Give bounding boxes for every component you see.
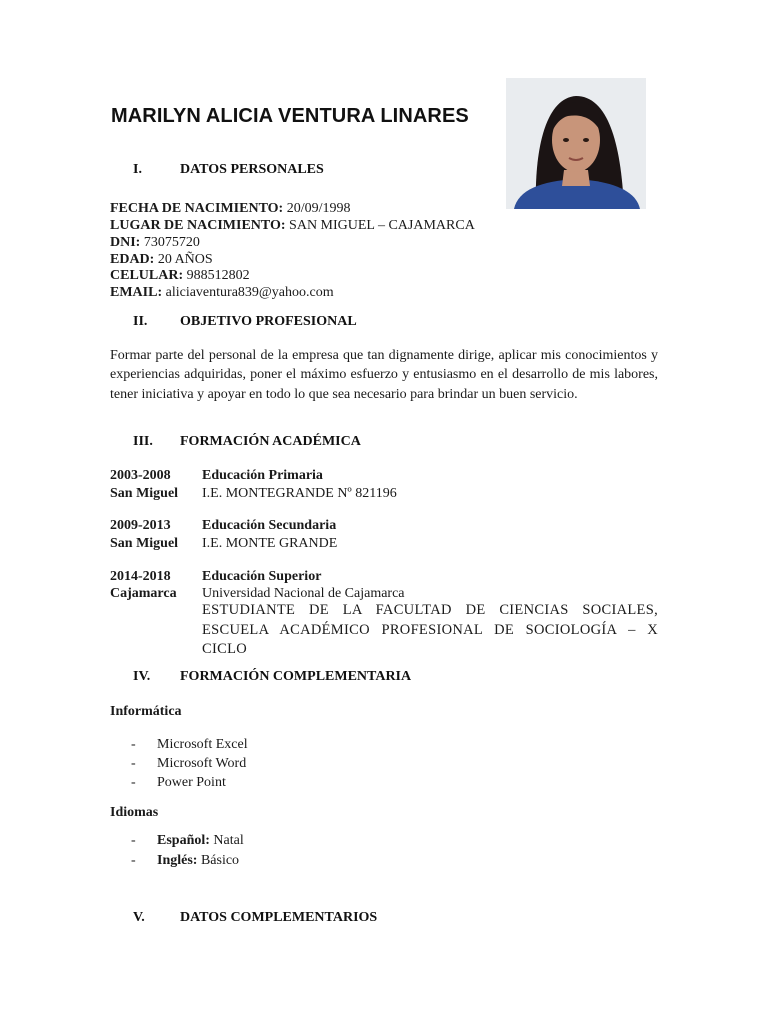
edu-level: Educación Secundaria	[202, 518, 337, 533]
edu-school: I.E. MONTE GRANDE	[202, 536, 338, 551]
edu-level: Educación Primaria	[202, 468, 323, 483]
section-heading-extra: V. DATOS COMPLEMENTARIOS	[133, 910, 378, 925]
personal-birthdate: FECHA DE NACIMIENTO: 20/09/1998	[110, 201, 351, 216]
edu-detail: ESTUDIANTE DE LA FACULTAD DE CIENCIAS SOCIALES, ESCUELA ACADÉMICO PROFESIONAL DE SOCIOLOGÍA – X CICLO	[202, 602, 658, 657]
personal-email: EMAIL: aliciaventura839@yahoo.com	[110, 285, 334, 300]
personal-phone: CELULAR: 988512802	[110, 268, 250, 283]
edu-school: I.E. MONTEGRANDE Nº 821196	[202, 486, 397, 501]
edu-level: Educación Superior	[202, 569, 322, 584]
objective-paragraph: Formar parte del personal de la empresa que tan dignamente dirige, aplicar mis conocimientos y experiencias adquiridas, poner el máximo esfuerzo y entusiasmo en el desarrollo de mis labores, tener iniciativa y apoyar en todo lo que sea necesario para brindar un buen servicio.	[110, 348, 658, 402]
edu-place: Cajamarca	[110, 586, 177, 601]
informatics-heading: Informática	[110, 704, 182, 719]
edu-place: San Miguel	[110, 486, 179, 501]
personal-birthplace: LUGAR DE NACIMIENTO: SAN MIGUEL – CAJAMARCA	[110, 218, 475, 233]
section-heading-objective: II. OBJETIVO PROFESIONAL	[133, 314, 357, 329]
cv-page: MARILYN ALICIA VENTURA LINARES I. DATOS PERSONALES FECHA DE NACIMIENTO: 20/09/1998 LUGAR DE NACIMIENTO: SAN MIGUEL – CAJAMARCA DNI: 73075720 EDAD: 20 AÑOS CELULAR: 988512802 EMAIL: aliciaventura839@yahoo.com II. OBJETIVO PROFESIONAL Formar parte del personal de la empresa que tan dignamente dirige, aplicar mis conocimientos y experiencias adquiridas, poner el máximo esfuerzo y entusiasmo en el desarrollo de mis labores, tener iniciativa y apoyar en todo lo que sea necesario para brindar un buen servicio. III. FORMACIÓN ACADÉMICA 2003-2008 Educación Primaria San Miguel I.E. MONTEGRANDE Nº 821196 2009-2013 Educación Secundaria San Miguel I.E. MONTE GRANDE 2014-2018 Educación Superior Cajamarca Universidad Nacional de Cajamarca ESTUDIANTE DE LA FACULTAD DE CIENCIAS SOCIALES, ESCUELA ACADÉMICO PROFESIONAL DE SOCIOLOGÍA – X CICLO IV. FORMACIÓN COMPLEMENTARIA Informática - Microsoft Excel - Microsoft Word - Power Point Idiomas - Español: Natal - Inglés: Básico V. DATOS COMPLEMENTARIOS	[0, 0, 768, 1024]
edu-years: 2003-2008	[110, 468, 171, 483]
languages-heading: Idiomas	[110, 805, 159, 820]
edu-place: San Miguel	[110, 536, 179, 551]
section-heading-personal: I. DATOS PERSONALES	[133, 162, 324, 177]
section-heading-complementary: IV. FORMACIÓN COMPLEMENTARIA	[133, 669, 412, 684]
profile-photo	[506, 78, 646, 209]
edu-school: Universidad Nacional de Cajamarca	[202, 586, 405, 601]
edu-years: 2014-2018	[110, 569, 171, 584]
section-heading-education: III. FORMACIÓN ACADÉMICA	[133, 434, 361, 449]
personal-dni: DNI: 73075720	[110, 235, 200, 250]
personal-age: EDAD: 20 AÑOS	[110, 252, 213, 267]
candidate-name: MARILYN ALICIA VENTURA LINARES	[111, 105, 469, 127]
edu-years: 2009-2013	[110, 518, 171, 533]
